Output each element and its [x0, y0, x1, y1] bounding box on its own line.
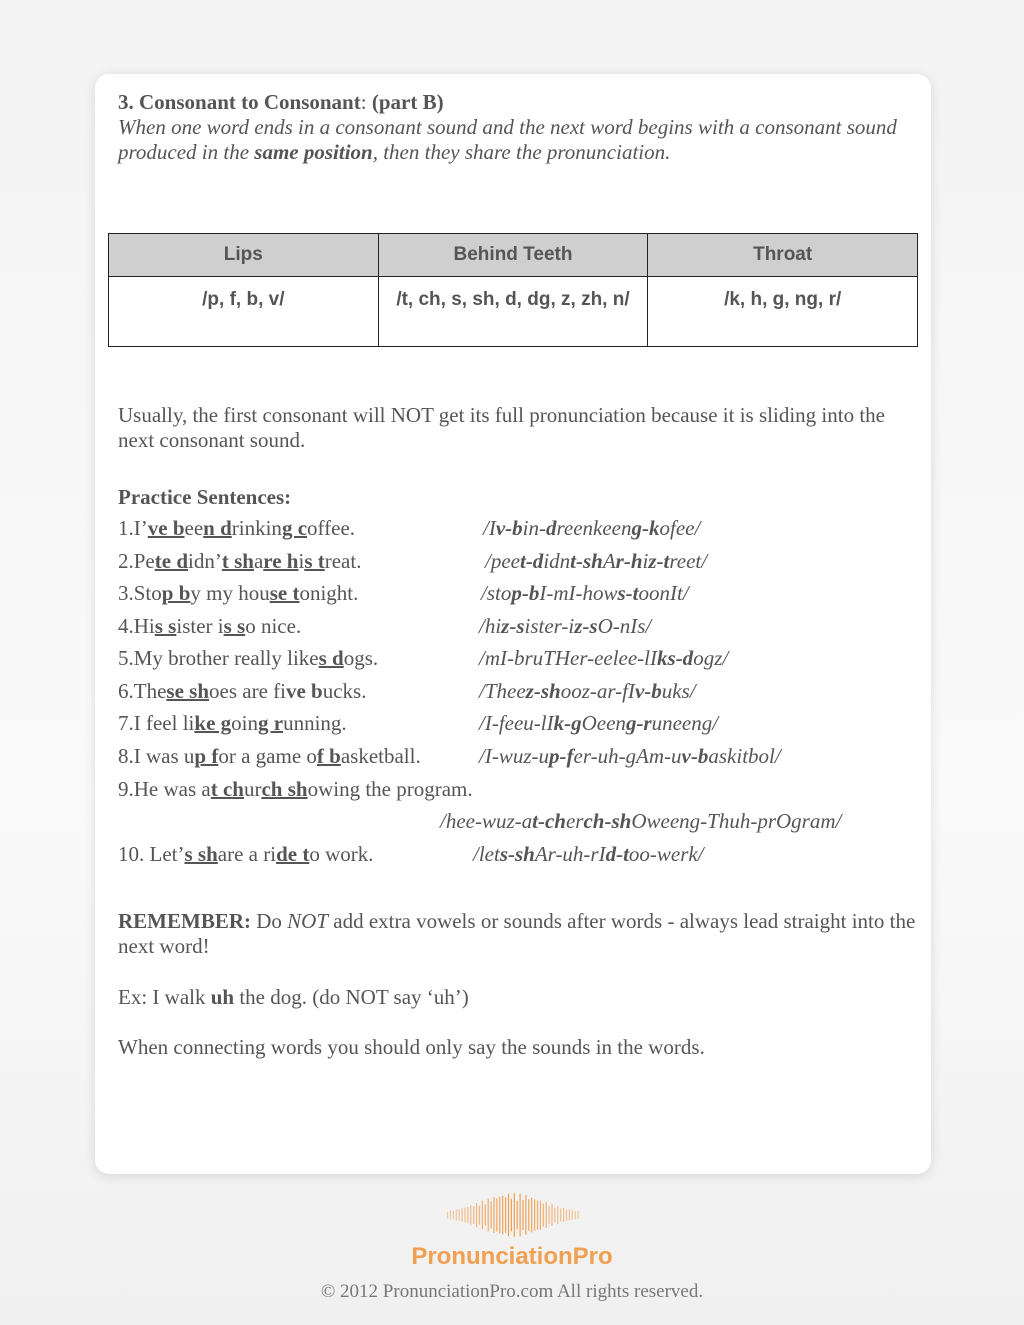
soundwave-bar	[517, 1201, 518, 1229]
phonetic-text: Oweeng-Thuh-prOgram/	[631, 809, 842, 833]
sentence-text: Let’	[149, 842, 185, 866]
soundwave-bar	[462, 1208, 463, 1222]
linked-sound: p f	[194, 744, 219, 768]
soundwave-bar	[563, 1208, 564, 1222]
soundwave-bar	[476, 1203, 477, 1227]
phonetic-text: /mI-bruTHer-eelee-lI	[479, 646, 658, 670]
example-post: the dog. (do NOT say ‘uh’)	[234, 985, 469, 1009]
sentence-text: ogs.	[343, 646, 379, 670]
sentence-text: idn’	[188, 549, 222, 573]
usually-paragraph: Usually, the first consonant will NOT get its full pronunciation because it is sliding into the next consonant sound.	[118, 403, 885, 452]
phonetic-link: p-b	[511, 581, 540, 605]
sentence-text: ucks.	[322, 679, 367, 703]
practice-sentence	[118, 549, 361, 574]
soundwave-bar	[459, 1209, 460, 1220]
phonetic-link: s-sh	[499, 842, 535, 866]
sentence-text: I was u	[133, 744, 195, 768]
remember-text-1: Do	[251, 909, 288, 933]
phonetic-text: /sto	[481, 581, 512, 605]
soundwave-bar	[522, 1200, 523, 1230]
linked-sound: t sh	[221, 549, 254, 573]
sentence-number: 5.	[118, 646, 134, 670]
phonetic-text: oo-werk/	[628, 842, 704, 866]
soundwave-bar	[540, 1200, 541, 1229]
phonetic-text: reet/	[669, 549, 708, 573]
header-behind-teeth: Behind Teeth	[378, 234, 648, 277]
sentence-text: rinkin	[231, 516, 282, 540]
phonetic-link: ks-d	[657, 646, 694, 670]
phonetic-text: /hi	[479, 614, 502, 638]
linked-sound: s s	[154, 614, 177, 638]
soundwave-bar	[447, 1212, 448, 1219]
phonetic-transcription	[485, 549, 707, 574]
closing-paragraph: When connecting words you should only say the sounds in the words.	[118, 1035, 705, 1059]
soundwave-bar	[572, 1210, 573, 1220]
sentence-text: oes are fi	[209, 679, 286, 703]
phonetic-link: v-b	[495, 516, 523, 540]
practice-sentence	[118, 646, 378, 671]
phonetic-link: t-d	[519, 549, 544, 573]
soundwave-bar	[554, 1208, 555, 1222]
phonetic-link: g-k	[631, 516, 660, 540]
section-title-text: Consonant to Consonant	[139, 90, 361, 114]
sentence-text: reat.	[324, 549, 362, 573]
soundwave-bar	[531, 1198, 532, 1233]
sentence-number: 2.	[118, 549, 134, 573]
sentence-number: 7.	[118, 711, 134, 735]
phonetic-text: er-uh-gAm-u	[573, 744, 682, 768]
sentence-text: Sto	[133, 581, 162, 605]
phonetic-transcription	[479, 744, 781, 769]
soundwave-bar	[546, 1202, 547, 1228]
sentence-text: i	[298, 549, 305, 573]
example-bold: uh	[210, 985, 235, 1009]
linked-sound: g c	[281, 516, 308, 540]
section-subtitle: (part B)	[371, 90, 444, 114]
sentence-number: 4.	[118, 614, 134, 638]
section-title: 3. Consonant to Consonant: (part B)	[118, 90, 444, 114]
practice-sentence	[118, 614, 301, 639]
sentence-text: asketball.	[340, 744, 421, 768]
phonetic-link: z-s	[574, 614, 598, 638]
soundwave-bar	[537, 1200, 538, 1229]
practice-sentence	[118, 679, 366, 704]
phonetic-text: ogz/	[693, 646, 729, 670]
phonetic-text: /let	[473, 842, 500, 866]
phonetic-link: z-sh	[525, 679, 561, 703]
phonetic-text: idn	[543, 549, 571, 573]
phonetic-link: r-h	[615, 549, 643, 573]
soundwave-bar	[557, 1206, 558, 1224]
soundwave-bar	[511, 1199, 512, 1232]
phonetic-text: reenkeen	[556, 516, 632, 540]
section-number: 3.	[118, 90, 134, 114]
sentence-text: or a game o	[218, 744, 317, 768]
position-table-header-row	[109, 234, 918, 277]
sentence-text: I feel li	[133, 711, 195, 735]
phonetic-transcription	[479, 646, 728, 671]
remember-text-2: add extra vowels or sounds after words - always lead straight into the next word!	[118, 909, 916, 958]
phonetic-transcription	[440, 809, 841, 834]
soundwave-bar	[470, 1205, 471, 1224]
phonetic-text: uks/	[661, 679, 696, 703]
linked-sound: te d	[154, 549, 188, 573]
position-table	[108, 233, 918, 347]
practice-sentence	[118, 842, 373, 867]
sentence-number: 9.	[118, 777, 134, 801]
sentence-text: ee	[184, 516, 204, 540]
content-card	[95, 74, 931, 1174]
phonetic-link: z-s	[501, 614, 525, 638]
soundwave-bar	[566, 1209, 567, 1220]
phonetic-transcription	[483, 516, 700, 541]
linked-sound: ve b	[147, 516, 185, 540]
soundwave-bar	[453, 1211, 454, 1220]
phonetic-link: v-b	[634, 679, 662, 703]
phonetic-transcription	[479, 711, 718, 736]
phonetic-transcription	[479, 614, 651, 639]
linked-sound: re h	[263, 549, 299, 573]
sentence-text: o work.	[309, 842, 374, 866]
sentence-text: onight.	[299, 581, 359, 605]
phonetic-text: ister-i	[524, 614, 575, 638]
practice-sentence	[118, 516, 355, 541]
phonetic-link: z-t	[648, 549, 670, 573]
intro-text-2: , then they share the pronunciation.	[372, 140, 671, 164]
phonetic-link: g-r	[625, 711, 652, 735]
soundwave-logo-icon	[0, 1190, 1024, 1245]
soundwave-bar	[488, 1199, 489, 1232]
soundwave-bar	[525, 1195, 526, 1235]
sentence-text: owing the program.	[307, 777, 473, 801]
sentence-text: are a ri	[217, 842, 277, 866]
phonetic-text: i	[642, 549, 649, 573]
phonetic-text: /I-feeu-lI	[479, 711, 554, 735]
soundwave-bar	[560, 1209, 561, 1222]
sentence-text: Pe	[133, 549, 155, 573]
copyright: © 2012 PronunciationPro.com All rights reserved.	[320, 1281, 704, 1302]
remember-label: REMEMBER:	[118, 909, 251, 933]
sentence-text: The	[133, 679, 167, 703]
soundwave-bar	[450, 1210, 451, 1219]
sentence-text: ur	[243, 777, 262, 801]
phonetic-text: ooz-ar-fI	[560, 679, 635, 703]
soundwave-bar	[479, 1206, 480, 1225]
phonetic-link: t-ch	[532, 809, 566, 833]
soundwave-bar	[496, 1198, 497, 1231]
linked-sound: se t	[269, 581, 300, 605]
sentence-number: 1.	[118, 516, 134, 540]
phonetic-link: v-b	[681, 744, 709, 768]
soundwave-bar	[569, 1210, 570, 1221]
linked-sound: f b	[316, 744, 341, 768]
practice-sentence	[118, 581, 358, 606]
soundwave-bar	[464, 1208, 465, 1223]
sentence-text: My brother really like	[133, 646, 319, 670]
phonetic-text: er	[565, 809, 584, 833]
soundwave-icon	[442, 1190, 582, 1240]
sentence-number: 6.	[118, 679, 134, 703]
linked-sound: ch sh	[261, 777, 308, 801]
sentence-number: 10.	[118, 842, 150, 866]
linked-sound: s d	[318, 646, 344, 670]
soundwave-bar	[578, 1211, 579, 1219]
phonetic-text: /I-wuz-u	[479, 744, 549, 768]
phonetic-link: d-t	[605, 842, 629, 866]
sentence-text: oin	[231, 711, 258, 735]
phonetic-transcription	[473, 842, 704, 867]
phonetic-text: I-mI-how	[539, 581, 618, 605]
phonetic-text: /hee-wuz-a	[440, 809, 533, 833]
header-lips: Lips	[109, 234, 379, 277]
soundwave-bar	[491, 1201, 492, 1228]
linked-sound: p b	[161, 581, 191, 605]
soundwave-bar	[499, 1197, 500, 1234]
sentence-text: o nice.	[245, 614, 302, 638]
soundwave-bar	[456, 1209, 457, 1220]
soundwave-bar	[467, 1207, 468, 1223]
soundwave-bar	[473, 1206, 474, 1224]
example-paragraph	[118, 985, 918, 1010]
sentence-text: I’	[133, 516, 148, 540]
soundwave-bar	[508, 1194, 509, 1236]
phonetic-transcription	[481, 581, 689, 606]
phonetic-text: /Thee	[479, 679, 526, 703]
remember-paragraph	[118, 909, 918, 959]
phonetic-text: Ar-uh-rI	[534, 842, 606, 866]
soundwave-bar	[493, 1197, 494, 1233]
soundwave-bar	[485, 1204, 486, 1225]
brand-name: PronunciationPro	[411, 1243, 613, 1270]
sentence-text: ister i	[176, 614, 224, 638]
phonetic-text: ofee/	[659, 516, 701, 540]
sentence-text: He was a	[133, 777, 211, 801]
soundwave-bar	[520, 1194, 521, 1237]
phonetic-text: Oeen	[581, 711, 626, 735]
phonetic-text: uneeng/	[651, 711, 719, 735]
phonetic-text: in-	[522, 516, 546, 540]
soundwave-bar	[549, 1206, 550, 1224]
linked-sound: t ch	[210, 777, 244, 801]
phonetic-text: A	[602, 549, 616, 573]
soundwave-bar	[514, 1193, 515, 1237]
phonetic-link: s-t	[617, 581, 639, 605]
phonetic-text: askitbol/	[708, 744, 781, 768]
phonetic-link: p-f	[549, 744, 574, 768]
sentence-number: 3.	[118, 581, 134, 605]
phonetic-text: /I	[483, 516, 496, 540]
practice-sentence	[118, 711, 347, 736]
phonetic-link: ch-sh	[583, 809, 632, 833]
sentence-text: y my hou	[190, 581, 270, 605]
soundwave-bar	[482, 1201, 483, 1230]
position-table-row	[109, 277, 918, 347]
practice-sentence	[118, 744, 421, 769]
sentence-text: unning.	[283, 711, 347, 735]
soundwave-bar	[543, 1203, 544, 1226]
linked-sound: de t	[276, 842, 310, 866]
linked-sound: ke g	[194, 711, 232, 735]
soundwave-bar	[505, 1197, 506, 1233]
phonetic-text: oonIt/	[638, 581, 689, 605]
sentence-text: a	[253, 549, 264, 573]
phonetic-link: t-sh	[570, 549, 603, 573]
linked-sound: g r	[257, 711, 284, 735]
sentence-text: Hi	[133, 614, 155, 638]
phonetic-text: O-nIs/	[597, 614, 652, 638]
linked-sound: s s	[223, 614, 246, 638]
intro-text-1: When one word ends in a consonant sound and the next word begins with a consonant sound produced in the	[118, 115, 897, 164]
header-throat: Throat	[648, 234, 918, 277]
soundwave-bar	[575, 1211, 576, 1219]
phonetic-link: d	[545, 516, 557, 540]
soundwave-bar	[502, 1196, 503, 1235]
section-intro	[118, 115, 918, 165]
linked-sound: n d	[203, 516, 232, 540]
linked-sound: s t	[304, 549, 325, 573]
sentence-number: 8.	[118, 744, 134, 768]
intro-bold: same position	[254, 140, 373, 164]
example-pre: Ex: I walk	[118, 985, 211, 1009]
remember-not: NOT	[287, 909, 329, 933]
cell-behind-teeth: /t, ch, s, sh, d, dg, z, zh, n/	[378, 277, 648, 347]
linked-sound: s sh	[184, 842, 218, 866]
cell-throat: /k, h, g, ng, r/	[648, 277, 918, 347]
cell-lips: /p, f, b, v/	[109, 277, 379, 347]
soundwave-bar	[551, 1204, 552, 1226]
practice-heading: Practice Sentences:	[118, 485, 292, 509]
phonetic-transcription	[479, 679, 696, 704]
soundwave-bar	[534, 1199, 535, 1230]
soundwave-bar	[528, 1199, 529, 1231]
sentence-text: offee.	[307, 516, 356, 540]
phonetic-text: /pee	[485, 549, 520, 573]
section-header	[118, 90, 918, 165]
linked-sound: ve b	[285, 679, 323, 703]
practice-sentence	[118, 777, 473, 802]
linked-sound: se sh	[166, 679, 210, 703]
phonetic-link: k-g	[553, 711, 582, 735]
